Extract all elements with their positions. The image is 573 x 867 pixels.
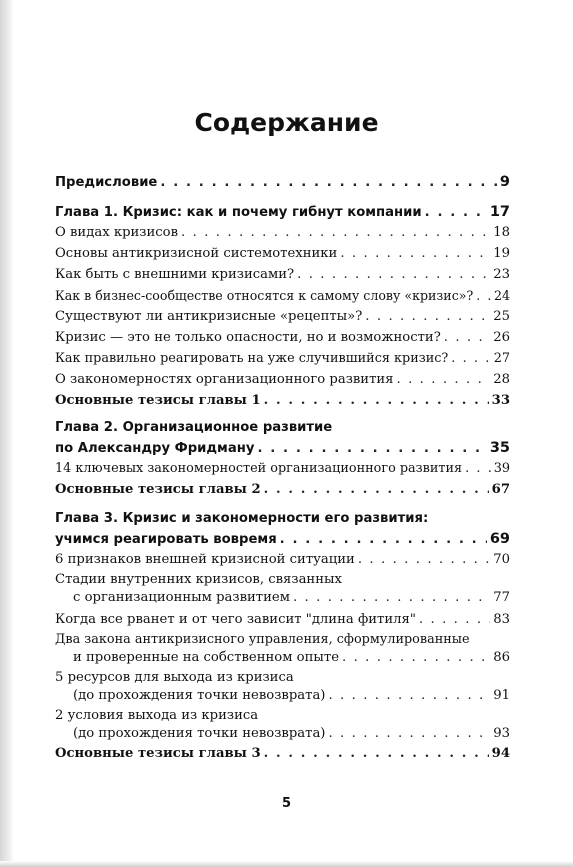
toc-entry-page: 94 — [491, 746, 510, 761]
toc-entry[interactable] — [55, 550, 510, 570]
toc-chapter-title: по Александру Фридману — [55, 441, 255, 456]
toc-entry[interactable] — [73, 648, 510, 668]
toc-leader-dots — [328, 686, 490, 706]
toc-entry-title: с организационным развитием — [73, 590, 290, 605]
toc-entry[interactable] — [55, 459, 510, 479]
toc-chapter-3[interactable] — [55, 529, 510, 549]
page-number: 5 — [281, 796, 292, 811]
toc-entry-title-line[interactable]: Стадии внутренних кризисов, связанных — [55, 572, 342, 587]
toc-entry-page: 93 — [493, 726, 510, 741]
toc-entry[interactable] — [55, 328, 510, 348]
toc-chapter-1[interactable] — [55, 202, 510, 222]
toc-leader-dots — [297, 265, 490, 285]
toc-leader-dots — [181, 223, 490, 243]
toc-entry-title: Основы антикризисной системотехники — [55, 246, 338, 261]
toc-leader-dots — [476, 286, 491, 306]
toc-entry-page: 39 — [493, 461, 510, 476]
page-title: Содержание — [194, 108, 379, 137]
scan-bottom-shadow — [0, 861, 573, 867]
toc-leader-dots — [280, 530, 487, 550]
toc-entry-title: Как быть с внешними кризисами? — [55, 267, 295, 282]
toc-entry-page: 27 — [493, 351, 510, 366]
toc-entry-title: и проверенные на собственном опыте — [73, 650, 340, 665]
toc-entry-title: О видах кризисов — [55, 225, 179, 240]
toc-entry-title: (до прохождения точки невозврата) — [73, 688, 326, 703]
toc-entry-page: 9 — [499, 174, 510, 190]
toc-entry-title-line[interactable]: 2 условия выхода из кризиса — [55, 708, 259, 723]
toc-entry[interactable] — [73, 724, 510, 744]
toc-entry-title: Существуют ли антикризисные «рецепты»? — [55, 309, 363, 324]
toc-chapter-page: 17 — [489, 204, 510, 220]
toc-entry-title: 6 признаков внешней кризисной ситуации — [55, 552, 355, 567]
toc-entry-title: Основные тезисы главы 2 — [55, 482, 261, 497]
toc-leader-dots — [358, 550, 490, 570]
toc-leader-dots — [397, 370, 491, 390]
toc-entry-page: 67 — [491, 482, 510, 497]
toc-entry-title: Основные тезисы главы 3 — [55, 746, 261, 761]
toc-entry-title: Кризис — это не только опасности, но и возможности? — [55, 330, 441, 345]
toc-entry-page: 33 — [491, 393, 510, 408]
toc-leader-dots — [328, 724, 490, 744]
toc-entry-preface[interactable] — [55, 172, 510, 192]
toc-entry-page: 25 — [493, 309, 510, 324]
toc-entry[interactable] — [55, 370, 510, 390]
toc-leader-dots — [365, 307, 490, 327]
toc-entry-page: 28 — [493, 372, 510, 387]
toc-entry[interactable] — [55, 286, 510, 306]
toc-chapter-summary[interactable] — [55, 744, 510, 764]
toc-chapter-page: 69 — [489, 531, 510, 547]
toc-entry-page: 70 — [493, 552, 510, 567]
toc-entry-page: 18 — [493, 225, 510, 240]
toc-entry-page: 77 — [493, 590, 510, 605]
toc-entry-page: 26 — [493, 330, 510, 345]
toc-entry[interactable] — [73, 686, 510, 706]
toc-entry-page: 91 — [493, 688, 510, 703]
toc-chapter-2[interactable] — [55, 438, 510, 458]
toc-leader-dots — [293, 588, 490, 608]
toc-leader-dots — [425, 203, 487, 223]
toc-entry-title: Как в бизнес-сообществе относятся к самому слову «кризис»? — [55, 288, 474, 303]
toc-leader-dots — [160, 173, 497, 193]
toc-entry-title: Основные тезисы главы 1 — [55, 393, 261, 408]
toc-entry-title: О закономерностях организационного развития — [55, 372, 394, 387]
toc-entry[interactable] — [73, 588, 510, 608]
toc-chapter-title: учимся реагировать вовремя — [55, 532, 277, 547]
toc-leader-dots — [444, 328, 490, 348]
toc-entry[interactable] — [55, 265, 510, 285]
toc-chapter-title-line[interactable]: Глава 3. Кризис и закономерности его развития: — [55, 511, 429, 526]
toc-entry-title: Предисловие — [55, 175, 158, 190]
toc-entry[interactable] — [55, 349, 510, 369]
toc-leader-dots — [465, 459, 491, 479]
toc-entry-title-line[interactable]: Два закона антикризисного управления, сформулированные — [55, 632, 470, 647]
toc-leader-dots — [264, 391, 489, 411]
toc-entry[interactable] — [55, 223, 510, 243]
toc-leader-dots — [264, 744, 489, 764]
toc-chapter-page: 35 — [489, 440, 510, 456]
toc-leader-dots — [264, 480, 489, 500]
toc-entry[interactable] — [55, 610, 510, 630]
toc-entry-page: 19 — [493, 246, 510, 261]
toc-entry[interactable] — [55, 244, 510, 264]
toc-chapter-title: Глава 1. Кризис: как и почему гибнут компании — [55, 205, 422, 220]
toc-leader-dots — [419, 610, 490, 630]
toc-leader-dots — [451, 349, 490, 369]
toc-chapter-summary[interactable] — [55, 391, 510, 411]
toc-entry-page: 83 — [493, 612, 510, 627]
toc-chapter-title-line[interactable]: Глава 2. Организационное развитие — [55, 420, 333, 435]
toc-entry-title: Когда все рванет и от чего зависит "длина фитиля" — [55, 612, 416, 627]
toc-leader-dots — [340, 244, 490, 264]
toc-entry-page: 86 — [493, 650, 510, 665]
toc-entry[interactable] — [55, 307, 510, 327]
toc-entry-title: Как правильно реагировать на уже случившийся кризис? — [55, 351, 449, 366]
toc-chapter-summary[interactable] — [55, 480, 510, 500]
toc-entry-title: (до прохождения точки невозврата) — [73, 726, 326, 741]
toc-entry-title: 14 ключевых закономерностей организационного развития — [55, 461, 463, 476]
toc-entry-page: 23 — [493, 267, 510, 282]
toc-leader-dots — [257, 439, 486, 459]
toc-entry-page: 24 — [493, 288, 510, 303]
toc-entry-title-line[interactable]: 5 ресурсов для выхода из кризиса — [55, 670, 294, 685]
toc-leader-dots — [342, 648, 490, 668]
